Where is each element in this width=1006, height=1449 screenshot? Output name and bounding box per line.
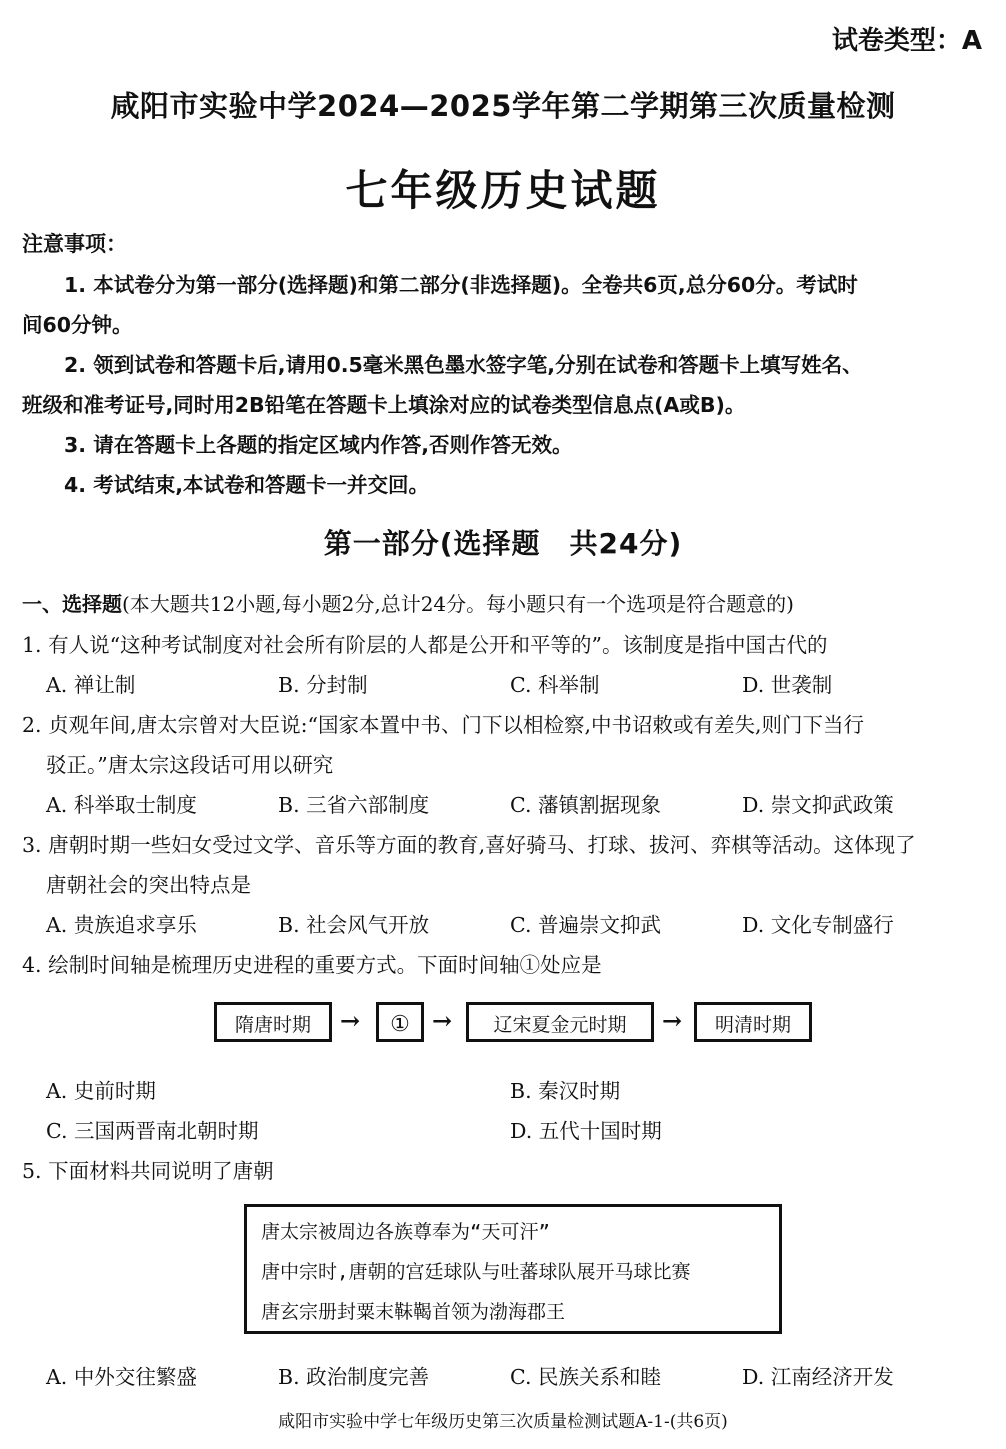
question-stem: 1. 有人说“这种考试制度对社会所有阶层的人都是公开和平等的”。该制度是指中国古代的 [22, 633, 828, 657]
timeline-box-blank: ① [376, 1002, 424, 1042]
arrow-right-icon: → [662, 1006, 683, 1035]
timeline-box: 辽宋夏金元时期 [466, 1002, 654, 1042]
question-stem: 2. 贞观年间,唐太宗曾对大臣说:“国家本置中书、门下以相检察,中书诏敕或有差失,则门下当行 [22, 713, 865, 737]
question-stem: 3. 唐朝时期一些妇女受过文学、音乐等方面的教育,喜好骑马、打球、拔河、弈棋等活动。这体现了 [22, 833, 916, 857]
answer-option[interactable]: B. 三省六部制度 [278, 793, 430, 817]
part-title: 第一部分(选择题 共24分) [323, 527, 683, 560]
note-line: 4. 考试结束,本试卷和答题卡一并交回。 [64, 473, 429, 497]
answer-option[interactable]: D. 文化专制盛行 [742, 913, 894, 937]
section-description: (本大题共12小题,每小题2分,总计24分。每小题只有一个选项是符合题意的) [122, 592, 794, 616]
question-stem-continued: 唐朝社会的突出特点是 [46, 873, 251, 897]
question-stem: 5. 下面材料共同说明了唐朝 [22, 1159, 274, 1183]
answer-option[interactable]: B. 社会风气开放 [278, 913, 430, 937]
answer-option[interactable]: A. 史前时期 [46, 1079, 156, 1103]
answer-option[interactable]: A. 中外交往繁盛 [46, 1365, 197, 1389]
material-line: 唐中宗时,唐朝的宫廷球队与吐蕃球队展开马球比赛 [261, 1261, 691, 1283]
question-stem-continued: 驳正。”唐太宗这段话可用以研究 [46, 753, 334, 777]
timeline-box: 明清时期 [694, 1002, 812, 1042]
answer-option[interactable]: C. 普遍崇文抑武 [510, 913, 661, 937]
answer-option[interactable]: D. 五代十国时期 [510, 1119, 662, 1143]
material-box [244, 1204, 782, 1334]
material-line: 唐太宗被周边各族尊奉为“天可汗” [261, 1221, 550, 1243]
answer-option[interactable]: A. 科举取士制度 [46, 793, 197, 817]
note-line: 1. 本试卷分为第一部分(选择题)和第二部分(非选择题)。全卷共6页,总分60分。考试时 [64, 273, 858, 297]
exam-title: 七年级历史试题 [345, 166, 661, 215]
note-line: 间60分钟。 [22, 313, 133, 337]
section-heading [22, 588, 794, 617]
answer-option[interactable]: C. 科举制 [510, 673, 600, 697]
answer-option[interactable]: C. 藩镇割据现象 [510, 793, 661, 817]
answer-option[interactable]: D. 江南经济开发 [742, 1365, 894, 1389]
page-footer: 咸阳市实验中学七年级历史第三次质量检测试题A-1-(共6页) [278, 1412, 728, 1432]
answer-option[interactable]: B. 分封制 [278, 673, 368, 697]
answer-option[interactable]: C. 三国两晋南北朝时期 [46, 1119, 259, 1143]
section-label: 一、选择题 [22, 592, 122, 616]
arrow-right-icon: → [432, 1006, 453, 1035]
timeline-box: 隋唐时期 [214, 1002, 332, 1042]
notes-heading: 注意事项： [22, 232, 127, 256]
paper-type: 试卷类型：A [831, 26, 982, 56]
answer-option[interactable]: C. 民族关系和睦 [510, 1365, 661, 1389]
answer-option[interactable]: D. 崇文抑武政策 [742, 793, 894, 817]
arrow-right-icon: → [340, 1006, 361, 1035]
note-line: 3. 请在答题卡上各题的指定区域内作答,否则作答无效。 [64, 433, 573, 457]
note-line: 2. 领到试卷和答题卡后,请用0.5毫米黑色墨水签字笔,分别在试卷和答题卡上填写姓名、 [64, 353, 863, 377]
answer-option[interactable]: A. 禅让制 [46, 673, 136, 697]
question-stem: 4. 绘制时间轴是梳理历史进程的重要方式。下面时间轴①处应是 [22, 953, 602, 977]
note-line: 班级和准考证号,同时用2B铅笔在答题卡上填涂对应的试卷类型信息点(A或B)。 [22, 393, 746, 417]
answer-option[interactable]: D. 世袭制 [742, 673, 833, 697]
answer-option[interactable]: A. 贵族追求享乐 [46, 913, 197, 937]
material-line: 唐玄宗册封粟末靺鞨首领为渤海郡王 [261, 1301, 566, 1323]
answer-option[interactable]: B. 秦汉时期 [510, 1079, 621, 1103]
answer-option[interactable]: B. 政治制度完善 [278, 1365, 430, 1389]
school-title: 咸阳市实验中学2024—2025学年第二学期第三次质量检测 [110, 89, 896, 123]
